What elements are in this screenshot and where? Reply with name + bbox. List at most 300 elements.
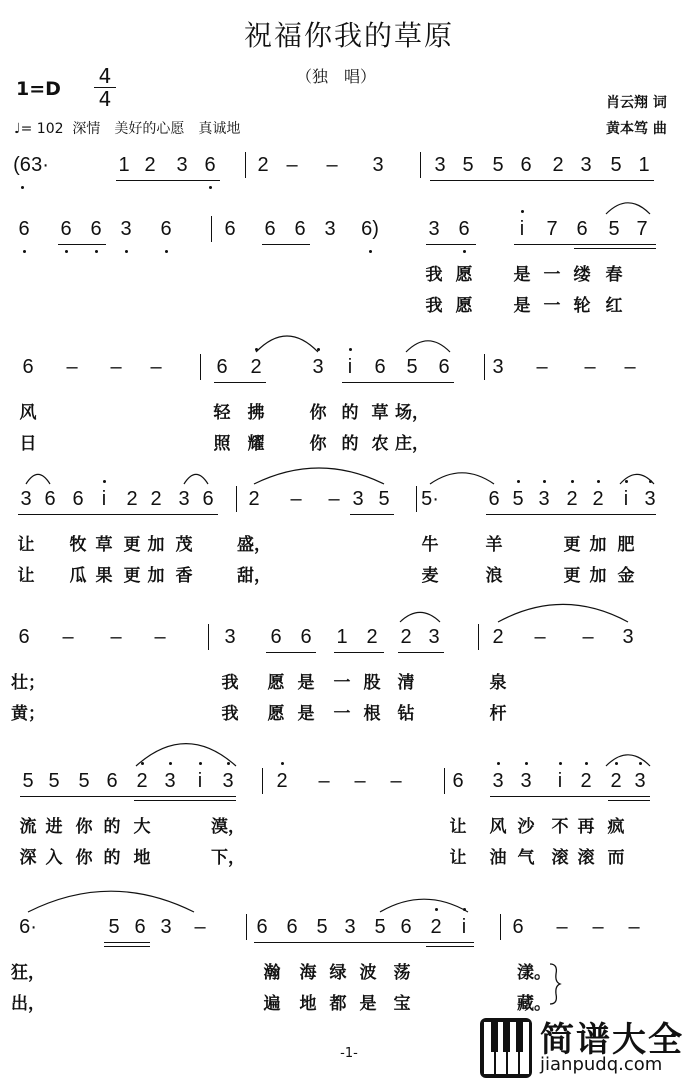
lyric-syllable: 更 xyxy=(563,535,581,555)
note: – xyxy=(536,356,548,378)
lyric-syllable: 更 xyxy=(123,535,141,555)
note: 1 xyxy=(118,154,130,176)
site-url: jianpudq.com xyxy=(540,1054,663,1075)
lyric-syllable: 更 xyxy=(563,566,581,586)
lyric-syllable: 加 xyxy=(589,535,607,555)
octave-dot-above xyxy=(585,762,588,765)
lyric-syllable: 是 xyxy=(297,704,315,724)
lyric-syllable: 愿 xyxy=(455,296,473,316)
lyric-syllable: 羊 xyxy=(485,535,503,555)
note: 3 xyxy=(634,770,646,792)
note: – xyxy=(150,356,162,378)
lyric-syllable: 缕 xyxy=(573,265,591,285)
note: 2 xyxy=(144,154,156,176)
lyric-syllable: 是 xyxy=(513,265,531,285)
beam-underline xyxy=(426,244,476,245)
note: 5 xyxy=(108,916,120,938)
note: 3 xyxy=(580,154,592,176)
note: – xyxy=(110,356,122,378)
note: 2 xyxy=(248,488,260,510)
note: 5 xyxy=(316,916,328,938)
lyric-syllable: 盛， xyxy=(237,535,271,555)
lyric-syllable: 草 xyxy=(371,403,389,423)
note: 2 xyxy=(126,488,138,510)
note: – xyxy=(194,916,206,938)
lyric-syllable: 都 xyxy=(329,994,347,1014)
note: – xyxy=(290,488,302,510)
note: 5· xyxy=(421,488,439,510)
beam-underline xyxy=(116,180,220,181)
note: 6 xyxy=(400,916,412,938)
note: 6 xyxy=(256,916,268,938)
lyric-syllable: 再 xyxy=(577,817,595,837)
note: 6 xyxy=(438,356,450,378)
note: 3 xyxy=(224,626,236,648)
beam-underline xyxy=(334,652,384,653)
note: 6 xyxy=(294,218,306,240)
octave-dot-above xyxy=(525,762,528,765)
lyric-syllable: 一 xyxy=(333,704,351,724)
lyric-syllable: 浪 xyxy=(485,566,503,586)
lyric-syllable: 钻 xyxy=(397,704,415,724)
quarter-note-icon: ♩ xyxy=(14,121,21,137)
note: i xyxy=(461,916,467,938)
note: 6· xyxy=(19,916,37,938)
note: 6 xyxy=(286,916,298,938)
octave-dot-below xyxy=(95,250,98,253)
time-sig-top: 4 xyxy=(98,64,112,88)
slur xyxy=(26,472,50,488)
note: 3 xyxy=(178,488,190,510)
note: i xyxy=(623,488,629,510)
beam-underline xyxy=(254,942,474,943)
lyric-syllable: 一 xyxy=(543,265,561,285)
note: 5 xyxy=(492,154,504,176)
note: 3 xyxy=(176,154,188,176)
note: 6 xyxy=(134,916,146,938)
lyric-syllable: 果 xyxy=(95,566,113,586)
barline xyxy=(420,152,421,178)
lyric-syllable: 耀 xyxy=(247,434,265,454)
note: – xyxy=(584,356,596,378)
lyric-syllable: 让 xyxy=(17,566,35,586)
note: – xyxy=(286,154,298,176)
note: 5 xyxy=(610,154,622,176)
lyric-syllable: 加 xyxy=(589,566,607,586)
lyric-syllable: 不 xyxy=(551,817,569,837)
verse-brace-icon xyxy=(548,962,562,1006)
lyric-syllable: 下， xyxy=(211,848,245,868)
note: 6 xyxy=(160,218,172,240)
lyric-syllable: 沙 xyxy=(517,817,535,837)
lyric-syllable: 波 xyxy=(359,963,377,983)
beam-underline xyxy=(514,244,656,245)
note: 3 xyxy=(434,154,446,176)
lyric-syllable: 一 xyxy=(333,673,351,693)
note: 3 xyxy=(644,488,656,510)
note: 6 xyxy=(72,488,84,510)
octave-dot-above xyxy=(349,348,352,351)
note: – xyxy=(110,626,122,648)
beam-underline xyxy=(104,942,150,943)
lyric-syllable: 我 xyxy=(221,704,239,724)
note: – xyxy=(556,916,568,938)
tempo-value: = 102 xyxy=(20,121,64,137)
lyric-syllable: 清 xyxy=(397,673,415,693)
note: 3 xyxy=(520,770,532,792)
lyric-syllable: 愿 xyxy=(267,704,285,724)
beam-underline xyxy=(58,244,106,245)
lyric-syllable: 的 xyxy=(103,848,121,868)
barline xyxy=(484,354,485,380)
lyric-syllable: 根 xyxy=(363,704,381,724)
note: – xyxy=(390,770,402,792)
lyric-syllable: 日 xyxy=(19,434,37,454)
song-title: 祝福你我的草原 xyxy=(243,19,454,52)
note: 3 xyxy=(160,916,172,938)
note: (6 xyxy=(13,154,31,176)
lyric-syllable: 肥 xyxy=(617,535,635,555)
note: 3 xyxy=(312,356,324,378)
note: 6 xyxy=(452,770,464,792)
note: 2 xyxy=(400,626,412,648)
slur xyxy=(606,752,650,770)
performance-type: （独 唱） xyxy=(296,67,377,86)
lyric-syllable: 草 xyxy=(95,535,113,555)
lyric-syllable: 而 xyxy=(607,848,625,868)
note: 6 xyxy=(488,488,500,510)
note: 6 xyxy=(22,356,34,378)
key-signature: 1=D xyxy=(16,78,61,100)
lyricist-credit: 肖云翔 词 xyxy=(606,95,667,111)
page-number: -1- xyxy=(340,1046,358,1061)
lyric-syllable: 漾。 xyxy=(517,963,551,983)
lyric-syllable: 地 xyxy=(133,848,151,868)
lyric-syllable: 愿 xyxy=(267,673,285,693)
beam-underline xyxy=(350,514,394,515)
note: 3· xyxy=(31,154,49,176)
note: 6 xyxy=(264,218,276,240)
note: 2 xyxy=(250,356,262,378)
note: 2 xyxy=(136,770,148,792)
lyric-syllable: 风 xyxy=(19,403,37,423)
lyric-syllable: 甜， xyxy=(237,566,271,586)
note: – xyxy=(318,770,330,792)
note: – xyxy=(628,916,640,938)
note: 6 xyxy=(458,218,470,240)
slur xyxy=(400,610,440,626)
lyric-syllable: 你 xyxy=(75,817,93,837)
lyric-syllable: 是 xyxy=(297,673,315,693)
lyric-syllable: 让 xyxy=(17,535,35,555)
beam-underline xyxy=(214,382,266,383)
lyric-syllable: 海 xyxy=(299,963,317,983)
lyric-syllable: 加 xyxy=(147,566,165,586)
lyric-syllable: 我 xyxy=(425,296,443,316)
note: 2 xyxy=(366,626,378,648)
note: 5 xyxy=(378,488,390,510)
slur xyxy=(184,472,208,488)
barline xyxy=(211,216,212,242)
beam-underline-double xyxy=(608,800,650,801)
note: 2 xyxy=(150,488,162,510)
time-signature xyxy=(94,66,116,109)
note: 3 xyxy=(622,626,634,648)
lyric-syllable: 的 xyxy=(103,817,121,837)
barline xyxy=(444,768,445,794)
note: 2 xyxy=(552,154,564,176)
lyric-syllable: 你 xyxy=(309,434,327,454)
lyric-syllable: 场， xyxy=(395,403,429,423)
note: i xyxy=(519,218,525,240)
slur xyxy=(254,464,384,488)
note: – xyxy=(154,626,166,648)
note: 5 xyxy=(462,154,474,176)
note: 5 xyxy=(608,218,620,240)
beam-underline xyxy=(342,382,454,383)
lyric-syllable: 茂 xyxy=(175,535,193,555)
octave-dot-below xyxy=(65,250,68,253)
lyric-syllable: 加 xyxy=(147,535,165,555)
octave-dot-below xyxy=(463,250,466,253)
expression-marking: 深情 美好的心愿 真诚地 xyxy=(72,121,241,137)
octave-dot-above xyxy=(571,480,574,483)
barline xyxy=(478,624,479,650)
note: 3 xyxy=(372,154,384,176)
note: 6 xyxy=(204,154,216,176)
time-sig-bottom: 4 xyxy=(98,87,112,111)
note: 3 xyxy=(324,218,336,240)
lyric-syllable: 绿 xyxy=(329,963,347,983)
note: 7 xyxy=(546,218,558,240)
note: 3 xyxy=(428,218,440,240)
note: 2 xyxy=(276,770,288,792)
beam-underline xyxy=(490,796,650,797)
lyric-syllable: 牛 xyxy=(421,535,439,555)
note: i xyxy=(347,356,353,378)
slur xyxy=(136,738,236,770)
beam-underline xyxy=(266,652,316,653)
note: 3 xyxy=(428,626,440,648)
barline xyxy=(200,354,201,380)
note: 3 xyxy=(222,770,234,792)
note: 5 xyxy=(406,356,418,378)
slur xyxy=(406,338,450,356)
note: 5 xyxy=(48,770,60,792)
lyric-syllable: 杆 xyxy=(489,704,507,724)
note: 6 xyxy=(224,218,236,240)
lyric-syllable: 愿 xyxy=(455,265,473,285)
octave-dot-below xyxy=(369,250,372,253)
barline xyxy=(236,486,237,512)
note: 6 xyxy=(18,626,30,648)
note: 3 xyxy=(352,488,364,510)
lyric-syllable: 瀚 xyxy=(263,963,281,983)
lyric-syllable: 流 xyxy=(19,817,37,837)
beam-underline xyxy=(262,244,310,245)
note: 2 xyxy=(580,770,592,792)
lyric-syllable: 让 xyxy=(449,817,467,837)
site-logo-text: 简谱大全 xyxy=(540,1020,684,1060)
lyric-syllable: 地 xyxy=(299,994,317,1014)
beam-underline xyxy=(18,514,218,515)
note: 6 xyxy=(512,916,524,938)
note: 2 xyxy=(430,916,442,938)
octave-dot-below xyxy=(23,250,26,253)
octave-dot-above xyxy=(517,480,520,483)
lyric-syllable: 出， xyxy=(11,994,45,1014)
octave-dot-below xyxy=(209,186,212,189)
lyric-syllable: 入 xyxy=(45,848,63,868)
lyric-syllable: 香 xyxy=(175,566,193,586)
lyric-syllable: 漠， xyxy=(211,817,245,837)
octave-dot-above xyxy=(281,762,284,765)
lyric-syllable: 瓜 xyxy=(69,566,87,586)
note: – xyxy=(582,626,594,648)
lyric-syllable: 股 xyxy=(363,673,381,693)
note: 6 xyxy=(106,770,118,792)
lyric-syllable: 气 xyxy=(517,848,535,868)
lyric-syllable: 进 xyxy=(45,817,63,837)
note: – xyxy=(66,356,78,378)
note: 5 xyxy=(78,770,90,792)
slur xyxy=(256,332,318,356)
lyric-syllable: 春 xyxy=(605,265,623,285)
note: 3 xyxy=(120,218,132,240)
tempo-marking xyxy=(14,118,240,138)
note: 6 xyxy=(300,626,312,648)
octave-dot-above xyxy=(521,210,524,213)
beam-underline-double xyxy=(134,800,236,801)
lyric-syllable: 你 xyxy=(309,403,327,423)
barline xyxy=(246,914,247,940)
note: 2 xyxy=(492,626,504,648)
lyric-syllable: 轮 xyxy=(573,296,591,316)
octave-dot-below xyxy=(125,250,128,253)
beam-underline xyxy=(430,180,654,181)
note: – xyxy=(592,916,604,938)
lyric-syllable: 更 xyxy=(123,566,141,586)
lyric-syllable: 疯 xyxy=(607,817,625,837)
note: 7 xyxy=(636,218,648,240)
lyric-syllable: 红 xyxy=(605,296,623,316)
barline xyxy=(262,768,263,794)
note: i xyxy=(557,770,563,792)
slur xyxy=(620,472,654,488)
note: 6 xyxy=(520,154,532,176)
note: 6 xyxy=(44,488,56,510)
barline xyxy=(208,624,209,650)
lyric-syllable: 我 xyxy=(221,673,239,693)
note: 6 xyxy=(270,626,282,648)
lyric-syllable: 我 xyxy=(425,265,443,285)
note: 2 xyxy=(566,488,578,510)
note: 6 xyxy=(216,356,228,378)
beam-underline-double xyxy=(104,946,150,947)
lyric-syllable: 藏。 xyxy=(517,994,551,1014)
octave-dot-above xyxy=(543,480,546,483)
beam-underline-double xyxy=(574,248,656,249)
lyric-syllable: 的 xyxy=(341,434,359,454)
note: 3 xyxy=(492,356,504,378)
lyric-syllable: 宝 xyxy=(393,994,411,1014)
octave-dot-below xyxy=(21,186,24,189)
note: 3 xyxy=(20,488,32,510)
lyric-syllable: 深 xyxy=(19,848,37,868)
beam-underline-double xyxy=(426,946,474,947)
slur xyxy=(28,886,194,916)
octave-dot-above xyxy=(497,762,500,765)
note: 5 xyxy=(374,916,386,938)
lyric-syllable: 麦 xyxy=(421,566,439,586)
note: 6 xyxy=(202,488,214,510)
octave-dot-above xyxy=(559,762,562,765)
octave-dot-above xyxy=(103,480,106,483)
beam-underline xyxy=(20,796,236,797)
octave-dot-above xyxy=(597,480,600,483)
barline xyxy=(416,486,417,512)
note: 2 xyxy=(257,154,269,176)
note: 1 xyxy=(638,154,650,176)
lyric-syllable: 照 xyxy=(213,434,231,454)
note: 3 xyxy=(164,770,176,792)
lyric-syllable: 遍 xyxy=(263,994,281,1014)
note: – xyxy=(328,488,340,510)
lyric-syllable: 油 xyxy=(489,848,507,868)
lyric-syllable: 荡 xyxy=(393,963,411,983)
note: – xyxy=(624,356,636,378)
beam-underline xyxy=(398,652,444,653)
octave-dot-below xyxy=(165,250,168,253)
lyric-syllable: 一 xyxy=(543,296,561,316)
slur xyxy=(430,470,494,488)
note: 2 xyxy=(610,770,622,792)
note: – xyxy=(354,770,366,792)
note: 6 xyxy=(18,218,30,240)
note: 3 xyxy=(538,488,550,510)
note: 3 xyxy=(344,916,356,938)
note: 5 xyxy=(22,770,34,792)
note: 1 xyxy=(336,626,348,648)
lyric-syllable: 轻 xyxy=(213,403,231,423)
piano-logo-icon xyxy=(478,1016,534,1080)
lyric-syllable: 的 xyxy=(341,403,359,423)
note: 6 xyxy=(576,218,588,240)
slur xyxy=(606,200,650,218)
note: 6 xyxy=(374,356,386,378)
lyric-syllable: 拂 xyxy=(247,403,265,423)
lyric-syllable: 是 xyxy=(359,994,377,1014)
note: i xyxy=(197,770,203,792)
lyric-syllable: 大 xyxy=(133,817,151,837)
lyric-syllable: 风 xyxy=(489,817,507,837)
lyric-syllable: 牧 xyxy=(69,535,87,555)
beam-underline xyxy=(486,514,656,515)
lyric-syllable: 滚 xyxy=(551,848,569,868)
note: 5 xyxy=(512,488,524,510)
note: 6 xyxy=(90,218,102,240)
note: 6 xyxy=(60,218,72,240)
note: – xyxy=(326,154,338,176)
lyric-syllable: 金 xyxy=(617,566,635,586)
note: 2 xyxy=(592,488,604,510)
lyric-syllable: 农 xyxy=(371,434,389,454)
lyric-syllable: 滚 xyxy=(577,848,595,868)
composer-credit: 黄本笃 曲 xyxy=(606,121,667,137)
note: 6) xyxy=(361,218,379,240)
lyric-syllable: 庄， xyxy=(395,434,429,454)
barline xyxy=(245,152,246,178)
